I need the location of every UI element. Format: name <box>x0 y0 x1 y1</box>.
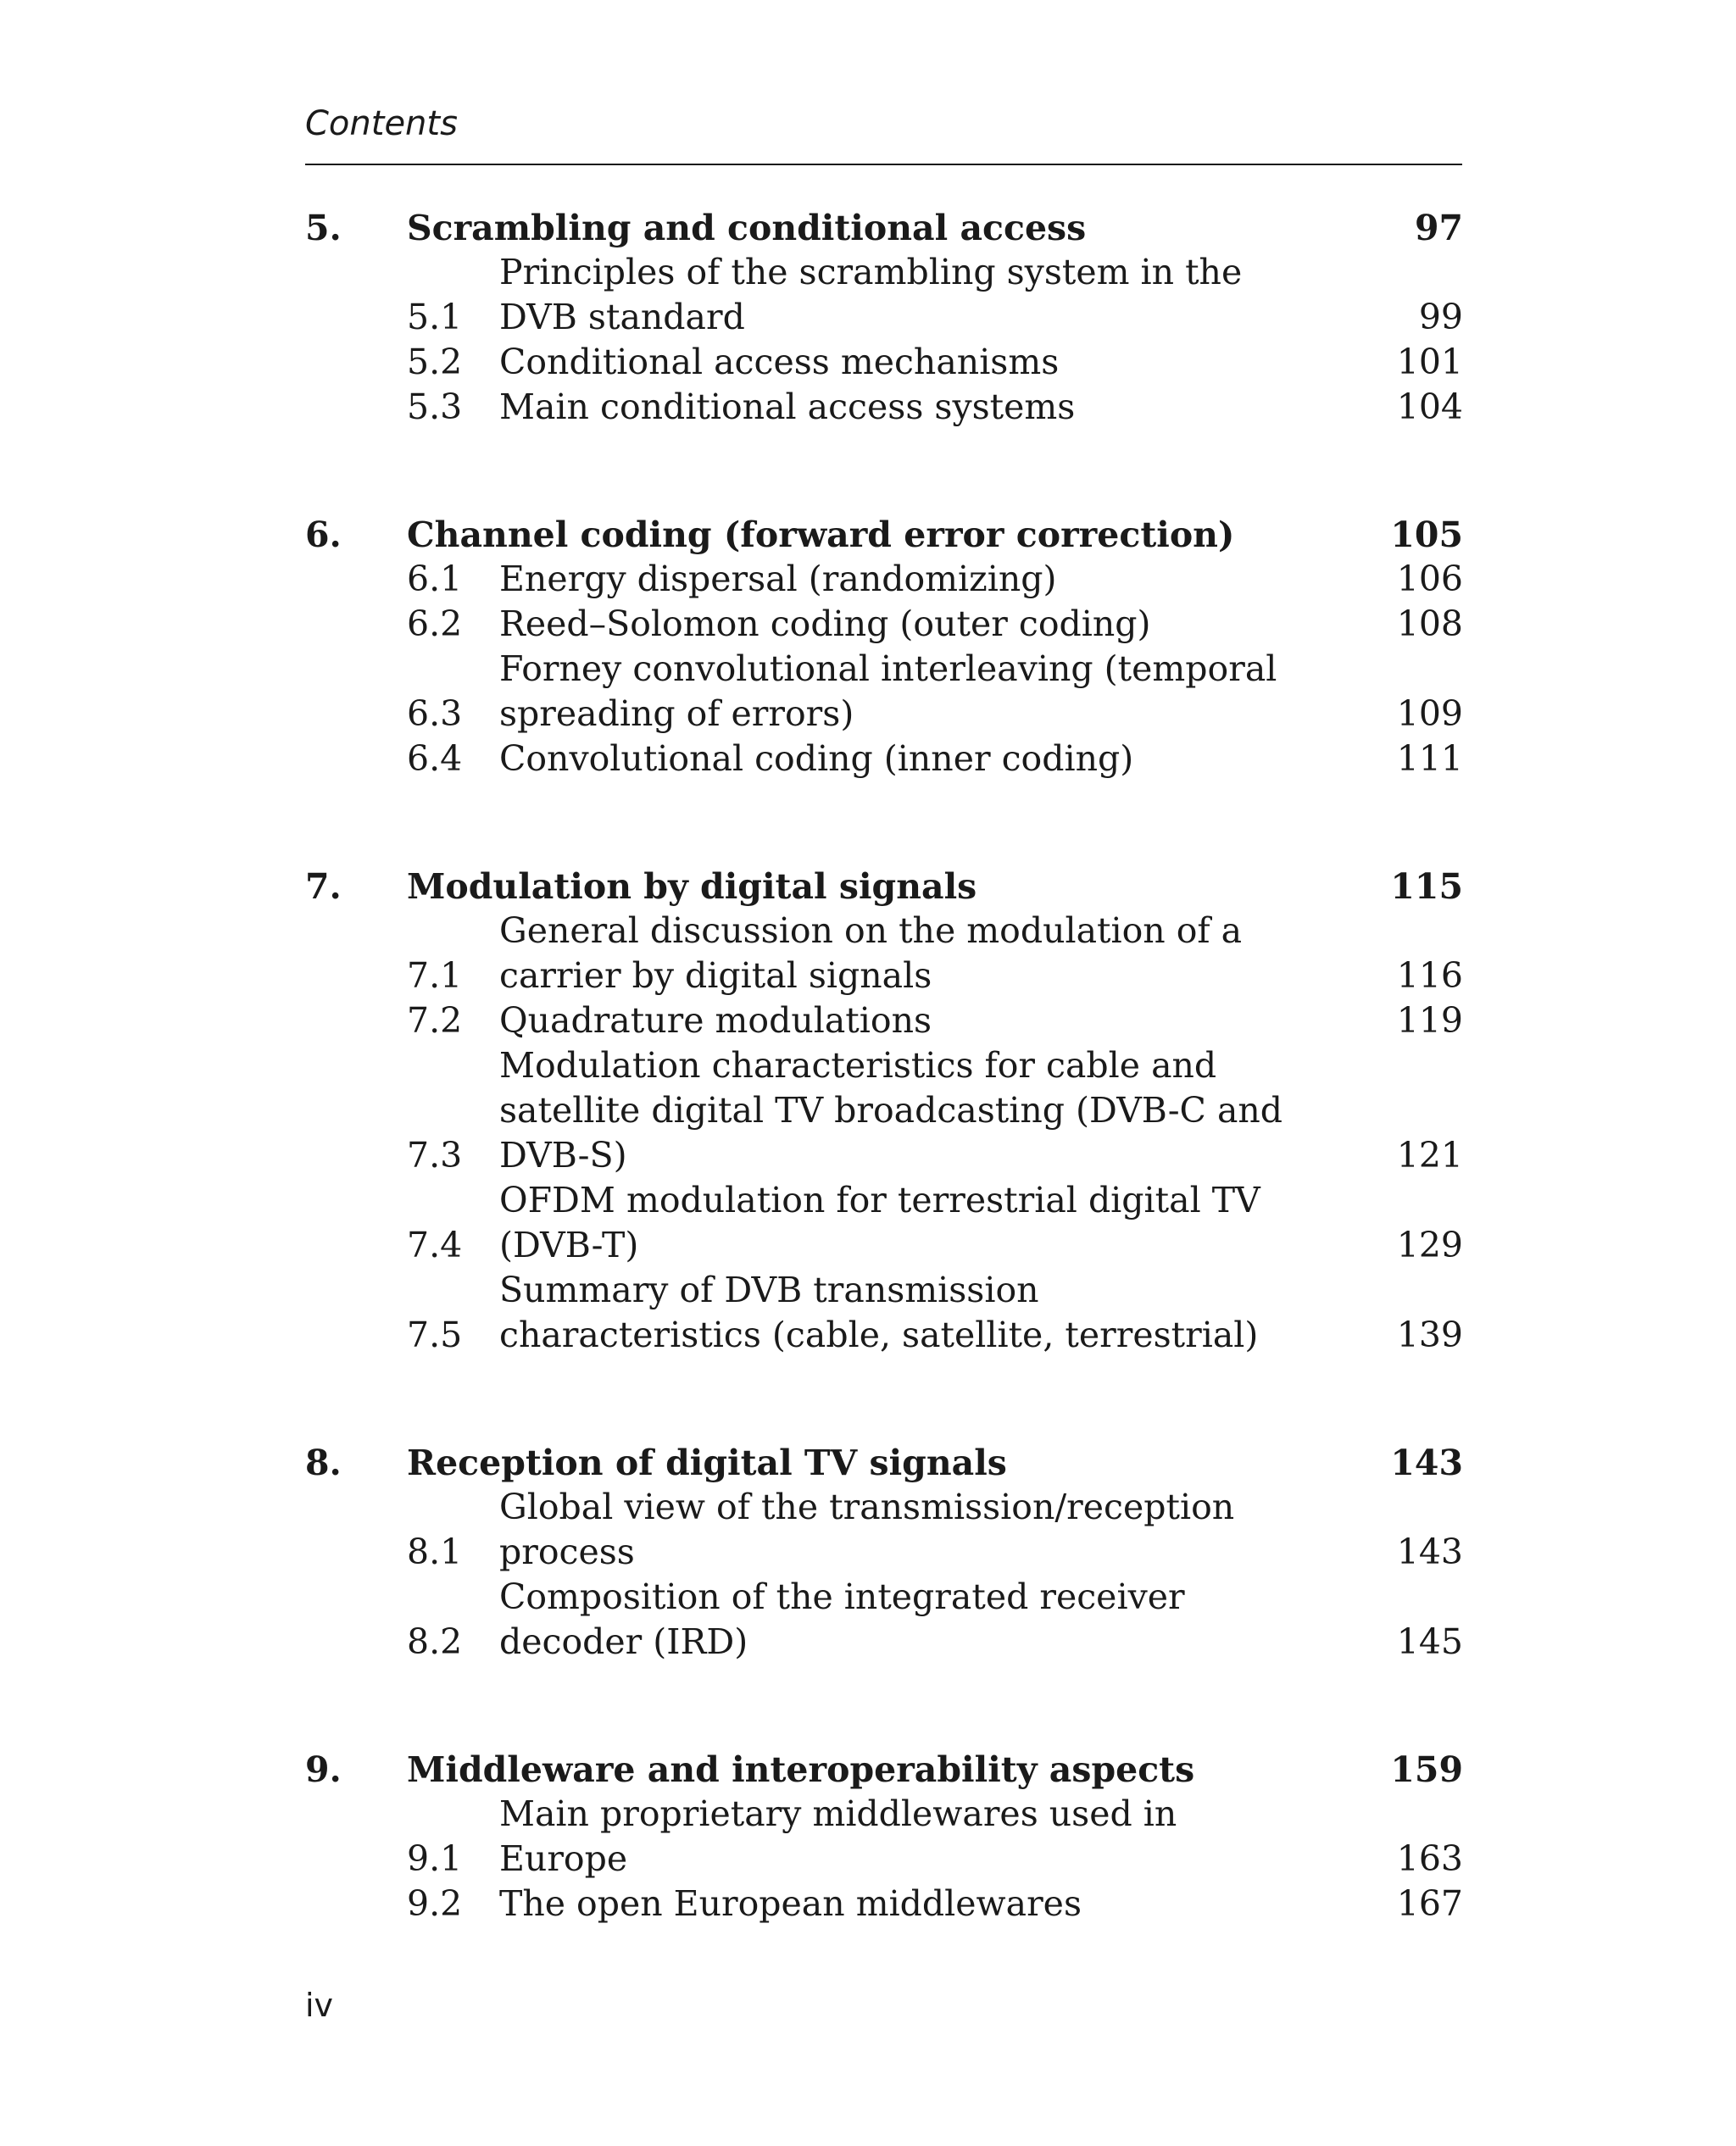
section-number: 7.1 <box>407 955 463 996</box>
section-page: 163 <box>1396 1838 1463 1879</box>
section-title: Summary of DVB transmission characteristics (cable, satellite, terrestrial) <box>499 1270 1259 1355</box>
section-entry[interactable] <box>305 340 1463 385</box>
section-title: Principles of the scrambling system in the DVB standard <box>499 252 1243 337</box>
section-number: 6.1 <box>407 559 463 599</box>
section-number: 9.2 <box>407 1883 463 1924</box>
section-page: 119 <box>1396 1000 1463 1041</box>
chapter-title: Modulation by digital signals <box>407 865 977 907</box>
section-page: 145 <box>1396 1621 1463 1662</box>
section-number: 5.2 <box>407 342 463 382</box>
chapter-title: Scrambling and conditional access <box>407 207 1087 248</box>
section-entry[interactable] <box>305 1485 1463 1575</box>
section-number: 8.2 <box>407 1621 463 1662</box>
section-entry[interactable] <box>305 1178 1463 1268</box>
chapter-6 <box>305 512 1463 781</box>
chapter-heading[interactable] <box>305 205 1463 250</box>
section-page: 143 <box>1396 1532 1463 1572</box>
chapter-page: 115 <box>1390 865 1463 907</box>
chapter-8 <box>305 1440 1463 1665</box>
section-page: 109 <box>1396 693 1463 734</box>
chapter-heading[interactable] <box>305 864 1463 909</box>
section-page: 167 <box>1396 1883 1463 1924</box>
chapter-page: 159 <box>1390 1748 1463 1790</box>
chapter-title: Reception of digital TV signals <box>407 1442 1007 1483</box>
section-title: The open European middlewares <box>499 1883 1082 1924</box>
section-number: 6.3 <box>407 693 463 734</box>
section-entry[interactable] <box>305 557 1463 602</box>
section-entry[interactable] <box>305 909 1463 998</box>
section-number: 7.4 <box>407 1225 463 1265</box>
section-page: 129 <box>1396 1225 1463 1265</box>
section-entry[interactable] <box>305 737 1463 781</box>
section-number: 5.1 <box>407 297 463 337</box>
section-page: 121 <box>1396 1135 1463 1176</box>
page-number: iv <box>305 1987 334 2024</box>
section-number: 9.1 <box>407 1838 463 1879</box>
section-entry[interactable] <box>305 1882 1463 1926</box>
section-page: 104 <box>1396 386 1463 427</box>
chapter-number: 7. <box>305 865 342 907</box>
chapter-heading[interactable] <box>305 1747 1463 1792</box>
chapter-page: 105 <box>1390 514 1463 555</box>
section-entry[interactable] <box>305 250 1463 340</box>
section-page: 101 <box>1396 342 1463 382</box>
section-title: Conditional access mechanisms <box>499 342 1060 382</box>
section-number: 8.1 <box>407 1532 463 1572</box>
section-number: 6.2 <box>407 603 463 644</box>
chapter-5 <box>305 205 1463 430</box>
running-header: Contents <box>305 104 458 143</box>
chapter-heading[interactable] <box>305 512 1463 557</box>
chapter-7 <box>305 864 1463 1358</box>
table-of-contents <box>305 205 1463 2009</box>
chapter-number: 6. <box>305 514 342 555</box>
section-entry[interactable] <box>305 998 1463 1043</box>
section-title: Convolutional coding (inner coding) <box>499 738 1134 779</box>
header-rule <box>305 164 1462 165</box>
chapter-number: 9. <box>305 1748 342 1790</box>
section-page: 99 <box>1418 297 1463 337</box>
section-page: 116 <box>1396 955 1463 996</box>
section-entry[interactable] <box>305 1268 1463 1358</box>
section-page: 108 <box>1396 603 1463 644</box>
section-title: Modulation characteristics for cable and satellite digital TV broadcasting (DVB-C and DVB-S) <box>499 1045 1283 1176</box>
chapter-heading[interactable] <box>305 1440 1463 1485</box>
section-title: Composition of the integrated receiver decoder (IRD) <box>499 1576 1185 1662</box>
section-title: OFDM modulation for terrestrial digital TV (DVB-T) <box>499 1180 1260 1265</box>
chapter-number: 8. <box>305 1442 342 1483</box>
chapter-page: 143 <box>1390 1442 1463 1483</box>
section-entry[interactable] <box>305 385 1463 430</box>
section-entry[interactable] <box>305 647 1463 737</box>
chapter-title: Channel coding (forward error correction) <box>407 514 1235 555</box>
chapter-number: 5. <box>305 207 342 248</box>
section-page: 106 <box>1396 559 1463 599</box>
chapter-title: Middleware and interoperability aspects <box>407 1748 1195 1790</box>
section-title: Quadrature modulations <box>499 1000 932 1041</box>
section-title: Forney convolutional interleaving (temporal spreading of errors) <box>499 648 1277 734</box>
section-entry[interactable] <box>305 1043 1463 1178</box>
chapter-9 <box>305 1747 1463 1926</box>
section-entry[interactable] <box>305 1792 1463 1882</box>
section-page: 139 <box>1396 1315 1463 1355</box>
section-title: Main proprietary middlewares used in Europe <box>499 1793 1177 1879</box>
section-page: 111 <box>1396 738 1463 779</box>
section-entry[interactable] <box>305 1575 1463 1665</box>
section-title: Main conditional access systems <box>499 386 1076 427</box>
chapter-page: 97 <box>1414 207 1463 248</box>
section-number: 5.3 <box>407 386 463 427</box>
section-title: Reed–Solomon coding (outer coding) <box>499 603 1151 644</box>
section-title: Global view of the transmission/reception process <box>499 1487 1235 1572</box>
section-number: 7.3 <box>407 1135 463 1176</box>
section-number: 7.5 <box>407 1315 463 1355</box>
section-entry[interactable] <box>305 602 1463 647</box>
section-number: 7.2 <box>407 1000 463 1041</box>
section-number: 6.4 <box>407 738 463 779</box>
section-title: Energy dispersal (randomizing) <box>499 559 1057 599</box>
section-title: General discussion on the modulation of a carrier by digital signals <box>499 910 1243 996</box>
